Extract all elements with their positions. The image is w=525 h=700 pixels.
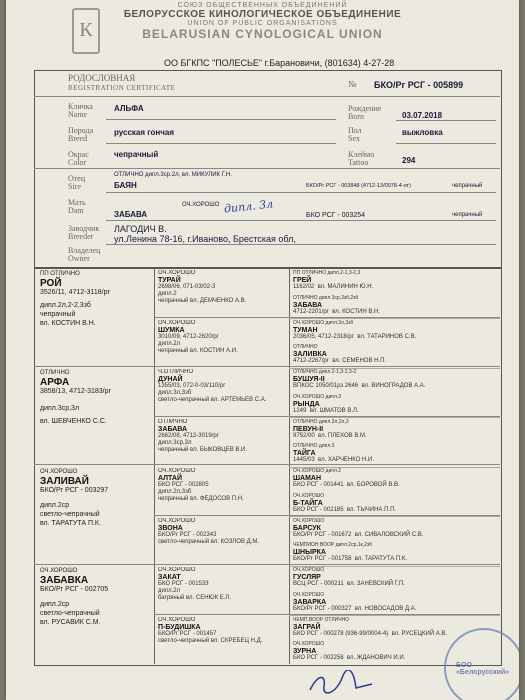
dam-reg: БКО РСГ - 003254 — [306, 212, 365, 219]
underline — [106, 192, 496, 193]
g2-entry — [158, 518, 286, 546]
name-label-ru: Кличка — [68, 102, 93, 111]
g3-titles: ОЧ.ХОРОШО — [293, 517, 325, 524]
g2-reg: 3010/09, 4712-2620/рг — [158, 333, 219, 340]
g2-name: ЗАБАВА — [158, 425, 188, 433]
g3-reg-owner — [293, 334, 498, 341]
g1-owner: вл. РУСАВИК С.М. — [40, 619, 101, 626]
union-logo: К — [72, 8, 100, 54]
g3-reg: 1162/02 — [293, 284, 315, 290]
signature — [306, 670, 376, 696]
g1-titles: ОЧ.ХОРОШО — [40, 568, 78, 574]
title-en: REGISTRATION CERTIFICATE — [68, 84, 176, 92]
g3-reg: ВСЦ РСГ - 000211 — [293, 581, 344, 587]
g3-name: ЗУРНА — [293, 648, 317, 656]
g3-entry — [293, 518, 498, 539]
g3-reg: 2036/05, 4712-2318/рг — [293, 333, 354, 340]
g3-titles: ОЧ.ХОРОШО — [293, 591, 325, 598]
g2-info: дипл.2 — [158, 291, 177, 297]
g3-titles: ОЧ.ХОРОШО дипл.2 — [293, 468, 342, 474]
underline — [106, 220, 496, 221]
g1-color: светло-чепрачный — [40, 610, 100, 617]
g3-owner: вл. ВИНОГРАДОВ А.А. — [361, 383, 426, 389]
g2-extra: багряный вл. СЕНЮК Е.Л. — [158, 595, 232, 601]
g3-entry — [293, 295, 498, 316]
g3-entry — [293, 468, 498, 489]
g1-reg: 3858/13, 4712-3183/рг — [40, 388, 112, 395]
g3-reg-owner — [293, 556, 498, 563]
g3-reg: 4712-2267/рг — [293, 358, 329, 365]
g3-owner: вл. РУСЕЦКИЙ А.В. — [391, 630, 448, 637]
g3-reg: 4712-2201/рг — [293, 308, 329, 315]
g3-reg: ВПКОС 1050/01рз 2646 — [293, 383, 359, 389]
owner-label-ru: Владелец — [68, 246, 101, 255]
g3-owner: вл. НОВОСАДОВ Д.А. — [354, 605, 417, 612]
dog-name: АЛЬФА — [114, 104, 144, 113]
g3-reg: БКО/Рг РСГ - 000327 — [293, 605, 352, 612]
g3-reg-owner — [293, 408, 498, 415]
g2-entry — [158, 369, 286, 404]
g3-name: ТУМАН — [293, 326, 318, 334]
g3-reg: БКО РСГ - 001441 — [293, 482, 344, 488]
g1-reg: 3526/11, 4712-3118/рг — [40, 289, 111, 296]
g3-reg: БКО РСГ - 002185 — [293, 506, 344, 513]
g2-extra: чепрачный вл. БЫКОВЦЕВ В.И. — [158, 446, 248, 453]
g3-titles: ОЧ.ХОРОШО дипл.3 — [293, 393, 342, 400]
breed-label-ru: Порода — [68, 126, 94, 135]
g2-info: дипл.3л,3зб — [158, 390, 192, 396]
sire-label-en: Sire — [68, 182, 81, 191]
sex-value: выжловка — [402, 128, 443, 137]
underline — [106, 244, 496, 245]
underline — [106, 143, 336, 144]
g3-owner: вл. ТАТАРИНОВ С.В. — [357, 333, 417, 340]
g1-entry — [40, 567, 108, 627]
g3-owner: вл. СЕМЕНОВ Н.П. — [332, 358, 387, 365]
g1-entry — [40, 468, 108, 528]
g3-owner: вл. КОСТИН В.Н. — [332, 308, 380, 315]
g3-name: БАРСУК — [293, 524, 321, 532]
g3-entry — [293, 344, 498, 365]
g3-reg-owner — [293, 482, 498, 489]
g3-name: ЗАБАВА — [293, 301, 323, 309]
g3-reg-owner — [293, 433, 498, 440]
g2-titles: ОЧ.ХОРОШО — [158, 270, 196, 276]
owner-label-en: Owner — [68, 254, 90, 263]
g1-color: чепрачный — [40, 311, 76, 318]
g3-owner: вл. ШМАТОВ В.Л. — [309, 407, 359, 414]
g3-owner: вл. ЖДАНОВИЧ И.И. — [346, 655, 406, 662]
g2-extra: чепрачный вл. ДЕМЧЕНКО А.В. — [158, 298, 247, 304]
g3-owner: вл. ТАРАТУТА П.К. — [354, 556, 408, 563]
g1-color: светло-чепрачный — [40, 511, 100, 518]
g2-reg: 2698/06, 071-03/02-3 — [158, 284, 216, 290]
sire-color: чепрачный — [452, 183, 483, 189]
dam-label-ru: Мать — [68, 198, 86, 207]
document-header — [6, 2, 519, 41]
breeder-label-ru: Заводчик — [68, 224, 100, 233]
dam-color: чепрачный — [452, 212, 483, 218]
association-en: BELARUSIAN CYNOLOGICAL UNION — [142, 27, 383, 41]
g3-reg: БКО/Рг РСГ - 001672 — [293, 531, 352, 538]
sire-label-ru: Отец — [68, 174, 86, 183]
g3-entry — [293, 369, 498, 390]
g3-titles: ОТЛИЧНО дипл.3 — [293, 443, 335, 450]
breeder-name: ЛАГОДИЧ В. — [114, 224, 167, 234]
g3-entry — [293, 443, 498, 464]
g1-owner: вл. КОСТИН В.Н. — [40, 320, 96, 327]
underline — [396, 120, 496, 121]
g3-name: ШАМАН — [293, 475, 322, 482]
sex-label-en: Sex — [348, 134, 360, 143]
g1-name: АРФА — [40, 377, 70, 388]
g2-entry — [158, 617, 286, 645]
g2-info: дипл.2л,3зб — [158, 489, 192, 495]
g1-titles: ОТЛИЧНО — [40, 370, 70, 376]
g3-owner: вл. ЗАНЕВСКИЙ Г.П. — [347, 581, 405, 587]
g3-reg-owner — [293, 284, 498, 291]
g2-extra: чепрачный вл. ФЕДОСОВ П.Н. — [158, 496, 244, 502]
born-date: 03.07.2018 — [402, 111, 443, 120]
underline — [396, 143, 496, 144]
g2-titles: Ч.ОТЛИЧНО — [158, 369, 194, 375]
g2-name: АЛТАЙ — [158, 475, 182, 482]
g3-name: ТАЙГА — [293, 450, 316, 458]
g3-name: ГРЕЙ — [293, 277, 312, 284]
g1-owner: вл. ШЕВЧЕНКО С.С. — [40, 418, 107, 425]
union-en: UNION OF PUBLIC ORGANISATIONS — [187, 20, 338, 27]
g3-entry — [293, 567, 498, 588]
g3-entry — [293, 270, 498, 291]
certificate-number: БКО/Рг РСГ - 005899 — [374, 80, 464, 90]
g3-owner: вл. МАЛИНИН Ю.Н. — [317, 284, 374, 290]
g3-reg: БКО РСГ - 000278 (936-99/0004-4) — [293, 630, 389, 637]
color-label-ru: Окрас — [68, 150, 89, 159]
g3-name: ЗАВАРКА — [293, 598, 327, 606]
breeder-address: ул.Ленина 78-16, г.Иваново, Брестская обл, — [114, 234, 296, 244]
g3-entry — [293, 394, 498, 415]
g1-info: дипл.2л,2-2,3зб — [40, 302, 91, 309]
g1-name: ЗАБАВКА — [40, 575, 89, 586]
g2-name: ЗВОНА — [158, 524, 183, 532]
sire-titles: ОТЛИЧНО дипл.3ср.2л, вл. МИКУЛИК Г.Н. — [114, 172, 232, 178]
g3-name: ЗАГРАЙ — [293, 623, 321, 631]
g1-reg: БКО/Рг РСГ - 002705 — [40, 586, 109, 593]
underline — [106, 119, 336, 120]
sex-label-ru: Пол — [348, 126, 362, 135]
g3-reg-owner — [293, 507, 498, 514]
g2-extra: светло-чепрачный вл. СКРЕБЕЦ Н.Д. — [158, 637, 263, 644]
g3-entry — [293, 592, 498, 613]
club-line: ОО БГКПС "ПОЛЕСЬЕ" г.Барановичи, (801634) 4-27-28 — [164, 58, 395, 68]
g3-titles: ОЧ.ХОРОШО — [293, 641, 325, 648]
g3-reg-owner — [293, 581, 498, 588]
stamp-text: БОО «Белорусский» — [456, 662, 510, 676]
g3-titles: ОЧ.ХОРОШО дипл.3л,3зб — [293, 319, 354, 326]
g3-name: БУШУЯ-II — [293, 376, 325, 383]
g3-titles: ОЧ.ХОРОШО — [293, 567, 325, 573]
tattoo-label-ru: Клеймо — [348, 150, 375, 159]
g3-entry — [293, 320, 498, 341]
sire-reg: БКО/Рг РСГ - 003848 (4712-13/0078-4-от) — [306, 183, 411, 189]
g2-entry — [158, 567, 286, 602]
dam-label-en: Dam — [68, 206, 84, 215]
g2-entry — [158, 468, 286, 503]
g2-reg: 1355/03, 072-0-03/110/рг — [158, 383, 226, 389]
g3-owner: вл. ТЫЧИНА П.П. — [346, 506, 397, 513]
g3-reg: 1445/03 — [293, 457, 315, 464]
breed-value: русская гончая — [114, 128, 174, 137]
g2-reg: БКО РСГ - 002805 — [158, 482, 209, 488]
g3-titles: ЧЕМПИОН ВООР дипл.2ср,1к,2зб — [293, 542, 372, 549]
g3-titles: ОЧ.ХОРОШО — [293, 492, 325, 499]
breeder-label-en: Breeder — [68, 232, 94, 241]
g3-reg: 9752/00 — [293, 432, 315, 439]
g1-info: дипл.2ср — [40, 601, 70, 608]
g2-name: П-БУДИШКА — [158, 623, 201, 631]
g2-reg: БКО РСГ - 001533 — [158, 581, 209, 587]
g2-titles: ОЧ.ХОРОШО — [158, 319, 196, 326]
g2-extra: чепрачный вл. КОСТИН А.И. — [158, 347, 238, 354]
g1-owner: вл. ТАРАТУТА П.К. — [40, 520, 101, 527]
born-label-en: Born — [348, 112, 364, 121]
g3-entry — [293, 493, 498, 514]
g1-name: ЗАЛИВАЙ — [40, 476, 89, 487]
g3-name: РЫНДА — [293, 400, 320, 408]
g3-titles: ОТЛИЧНО дипл.2-1,3-2,3-2 — [293, 369, 357, 375]
g2-extra: светло-чепрачный вл. АРТЕМЬЕВ С.А. — [158, 397, 267, 403]
g2-titles: ОТЛИЧНО — [158, 418, 188, 425]
tattoo-label-en: Tattoo — [348, 158, 369, 167]
g2-titles: ОЧ.ХОРОШО — [158, 567, 196, 573]
column-divider — [154, 268, 155, 664]
g2-reg: БКО/Рг РСГ - 002343 — [158, 531, 217, 538]
g3-reg-owner — [293, 457, 498, 464]
g2-titles: ОЧ.ХОРОШО — [158, 616, 196, 623]
g3-entry — [293, 419, 498, 440]
g2-info: дипл.3ср,3л — [158, 439, 192, 446]
dam-name: ЗАБАВА — [114, 210, 148, 219]
g3-reg-owner — [293, 309, 498, 316]
g1-titles: ПП ОТЛИЧНО — [40, 271, 80, 277]
g2-reg: БКО/Рг РСГ - 001457 — [158, 630, 217, 637]
g3-name: Б-ТАЙГА — [293, 499, 323, 507]
g3-owner: вл. СИВАЛОВСКИЙ С.В. — [354, 531, 424, 538]
g3-name: ЗАЛИВКА — [293, 351, 327, 359]
g3-reg-owner — [293, 532, 498, 539]
g2-extra: светло-чепрачный вл. КОЗЛОВ Д.М. — [158, 538, 260, 545]
g2-entry — [158, 320, 286, 355]
certificate-sheet — [6, 0, 519, 700]
g3-titles: ОТЛИЧНО — [293, 344, 318, 351]
g2-name: ТУРАЙ — [158, 277, 181, 284]
color-value: чепрачный — [114, 150, 159, 159]
g1-entry — [40, 369, 111, 426]
union-ru: СОЮЗ ОБЩЕСТВЕННЫХ ОБЪЕДИНЕНИЙ — [177, 2, 348, 9]
g3-titles: ОТЛИЧНО дипл.3л,2л,3 — [293, 418, 349, 425]
g1-info: дипл.3ср,3л — [40, 405, 80, 412]
g3-reg: БКО РСГ - 002258 — [293, 655, 344, 662]
g2-entry — [158, 419, 286, 454]
g3-titles: ПП ОТЛИЧНО дипл.2-1,3-2,3 — [293, 270, 361, 276]
name-label-en: Name — [68, 110, 88, 119]
g2-info: дипл.2л — [158, 588, 181, 594]
born-label-ru: Рождение — [348, 104, 382, 113]
number-label: № — [348, 79, 357, 89]
g3-reg-owner — [293, 383, 498, 390]
g1-info: дипл.2ср — [40, 502, 70, 509]
color-label-en: Color — [68, 158, 87, 167]
association-ru: БЕЛОРУССКОЕ КИНОЛОГИЧЕСКОЕ ОБЪЕДИНЕНИЕ — [123, 9, 402, 20]
g2-reg: 2662/08, 4712-3019/рг — [158, 432, 219, 439]
g3-entry — [293, 542, 498, 563]
g1-titles: ОЧ.ХОРОШО — [40, 469, 78, 475]
g3-owner: вл. ПЛЕХОВ В.М. — [318, 432, 367, 439]
g3-owner: вл. ХАРЧЕНКО Н.И. — [318, 457, 375, 464]
g1-entry — [40, 270, 110, 328]
g3-titles: ОТЛИЧНО дипл.3ср,3зб,2зб — [293, 294, 359, 301]
g3-name: ШНЫРКА — [293, 549, 326, 557]
g3-reg: 1249 — [293, 407, 307, 414]
g3-name: ГУСЛЯР — [293, 574, 321, 581]
g2-name: ШУМКА — [158, 326, 185, 334]
g2-titles: ОЧ.ХОРОШО — [158, 517, 196, 524]
g2-name: ДУНАЙ — [158, 376, 183, 383]
g2-info: дипл.2л — [158, 340, 181, 347]
g1-name: РОЙ — [40, 278, 62, 289]
dam-titles: ОЧ.ХОРОШО — [182, 202, 220, 208]
g3-titles: ЧЕМП.ВООР ОТЛИЧНО — [293, 616, 350, 623]
title-ru: РОДОСЛОВНАЯ — [68, 73, 136, 83]
divider — [34, 96, 500, 97]
breed-label-en: Breed — [68, 134, 88, 143]
g3-reg-owner — [293, 358, 498, 365]
g3-reg-owner — [293, 606, 498, 613]
handwritten-note: дипл. 3л — [223, 197, 274, 216]
g3-reg: БКО/Рг РСГ - 001758 — [293, 556, 352, 563]
g2-titles: ОЧ.ХОРОШО — [158, 468, 196, 474]
g1-reg: БКО/Рг РСГ - 003297 — [40, 487, 109, 494]
g3-owner: вл. БОРОВОЙ В.В. — [346, 482, 400, 488]
official-stamp — [444, 628, 519, 700]
g2-entry — [158, 270, 286, 305]
sire-name: БАЯН — [114, 181, 137, 190]
g3-name: ПЕВУН-II — [293, 425, 324, 433]
g2-name: ЗАКАТ — [158, 574, 181, 581]
divider — [34, 168, 500, 169]
tattoo-value: 294 — [402, 156, 416, 165]
